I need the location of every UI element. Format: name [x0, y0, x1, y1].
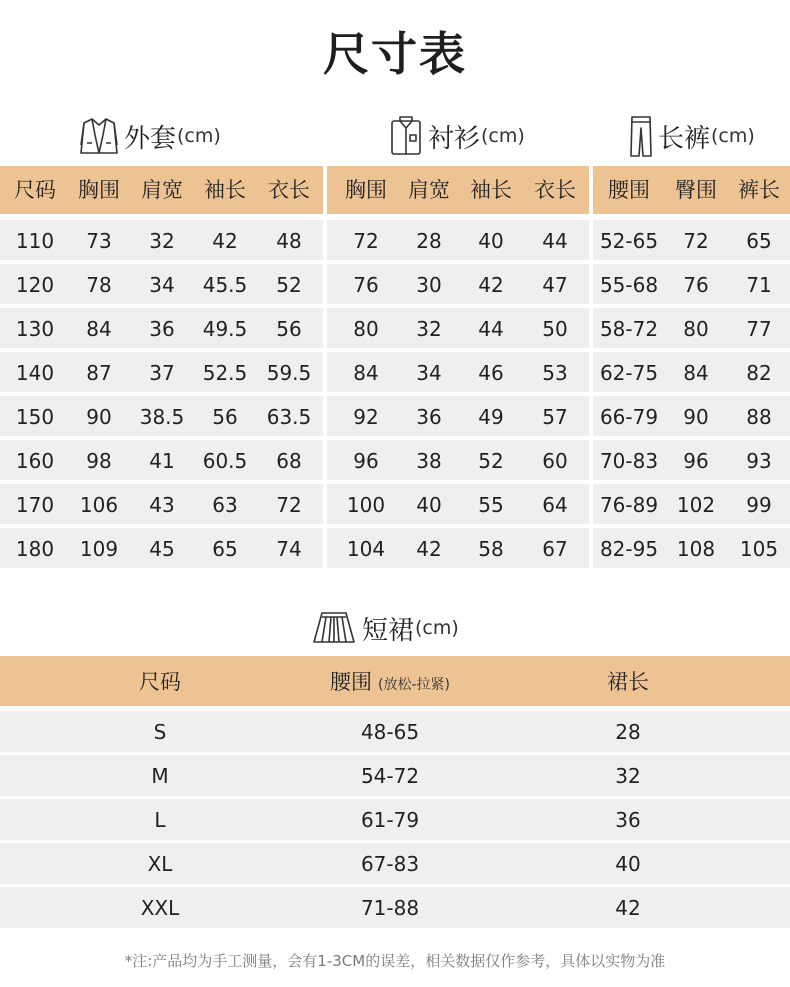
table-cell: 102	[676, 493, 716, 517]
table-cell: 72	[683, 229, 709, 253]
header-pants-length: 裤长	[738, 178, 780, 202]
section-name-shirt: 衬衫	[428, 123, 481, 154]
table-cell: 47	[542, 273, 568, 297]
table-cell: 63	[212, 493, 238, 517]
table-cell: 42	[615, 896, 641, 920]
table-cell: 77	[746, 317, 772, 341]
table-cell: 67	[542, 537, 568, 561]
table-cell: 54-72	[360, 764, 420, 788]
table-cell: XL	[147, 852, 173, 876]
table-cell: 32	[615, 764, 641, 788]
table-cell: 76-89	[599, 493, 659, 517]
table-cell: 130	[15, 317, 55, 341]
table-cell: 28	[416, 229, 442, 253]
table-cell: 99	[746, 493, 772, 517]
table-cell: 71-88	[360, 896, 420, 920]
header-shirt-shoulder: 肩宽	[408, 178, 450, 202]
table-cell: 108	[676, 537, 716, 561]
table-cell: 37	[149, 361, 175, 385]
skirt-table-header	[0, 656, 790, 706]
table-cell: 84	[683, 361, 709, 385]
table-cell: 65	[746, 229, 772, 253]
table-cell: 72	[276, 493, 302, 517]
skirt-header-length: 裙长	[607, 670, 649, 694]
table-cell: 48	[276, 229, 302, 253]
table-cell: 58-72	[599, 317, 659, 341]
table-cell: 90	[86, 405, 112, 429]
skirt-icon	[310, 608, 358, 648]
table-cell: 55-68	[599, 273, 659, 297]
table-row	[0, 799, 790, 840]
table-cell: 32	[149, 229, 175, 253]
table-cell: 41	[149, 449, 175, 473]
skirt-header-size: 尺码	[139, 670, 181, 694]
table-cell: 76	[353, 273, 379, 297]
table-cell: 43	[149, 493, 175, 517]
section-unit-skirt: (cm)	[415, 617, 459, 639]
table-cell: 110	[15, 229, 55, 253]
header-jacket-length: 衣长	[268, 178, 310, 202]
section-name-skirt: 短裙	[362, 615, 415, 646]
table-cell: 45	[149, 537, 175, 561]
measurement-note: *注:产品均为手工测量，会有1-3CM的误差，相关数据仅作参考，具体以实物为准	[124, 952, 666, 970]
table-cell: 65	[212, 537, 238, 561]
table-cell: 52	[478, 449, 504, 473]
table-cell: M	[151, 764, 169, 788]
table-cell: 49.5	[202, 317, 248, 341]
table-cell: 32	[416, 317, 442, 341]
shirt-icon	[388, 115, 424, 157]
table-row	[0, 484, 790, 524]
table-cell: 44	[542, 229, 568, 253]
table-cell: 62-75	[599, 361, 659, 385]
section-name-pants: 长裤	[658, 123, 711, 154]
header-jacket-chest: 胸围	[78, 178, 120, 202]
table-cell: 150	[15, 405, 55, 429]
table-cell: 90	[683, 405, 709, 429]
table-cell: 104	[346, 537, 386, 561]
table-cell: 36	[615, 808, 641, 832]
table-cell: 63.5	[266, 405, 312, 429]
column-divider	[589, 166, 593, 568]
table-cell: 52	[276, 273, 302, 297]
table-cell: 96	[353, 449, 379, 473]
table-cell: 42	[416, 537, 442, 561]
table-row	[0, 755, 790, 796]
table-cell: 68	[276, 449, 302, 473]
jacket-icon	[78, 115, 120, 157]
header-shirt-chest: 胸围	[345, 178, 387, 202]
table-row	[0, 352, 790, 392]
header-shirt-sleeve: 袖长	[470, 178, 512, 202]
table-cell: 30	[416, 273, 442, 297]
section-unit-jacket: (cm)	[177, 125, 221, 147]
table-cell: 38	[416, 449, 442, 473]
table-cell: 56	[212, 405, 238, 429]
table-cell: 58	[478, 537, 504, 561]
table-cell: 66-79	[599, 405, 659, 429]
table-cell: 40	[416, 493, 442, 517]
main-table-header	[0, 166, 790, 214]
table-cell: 46	[478, 361, 504, 385]
table-cell: 70-83	[599, 449, 659, 473]
table-row	[0, 711, 790, 752]
header-shirt-length: 衣长	[534, 178, 576, 202]
table-cell: 71	[746, 273, 772, 297]
table-row	[0, 843, 790, 884]
table-cell: 52.5	[202, 361, 248, 385]
table-cell: 93	[746, 449, 772, 473]
table-cell: 38.5	[139, 405, 185, 429]
table-cell: 92	[353, 405, 379, 429]
table-cell: 61-79	[360, 808, 420, 832]
table-cell: 84	[353, 361, 379, 385]
table-cell: 180	[15, 537, 55, 561]
section-name-jacket: 外套	[124, 123, 177, 154]
section-title-shirt	[388, 112, 525, 160]
section-title-skirt	[310, 604, 459, 652]
table-cell: 82	[746, 361, 772, 385]
table-cell: 140	[15, 361, 55, 385]
table-row	[0, 440, 790, 480]
table-cell: 72	[353, 229, 379, 253]
table-cell: 98	[86, 449, 112, 473]
table-cell: 40	[478, 229, 504, 253]
table-cell: 34	[149, 273, 175, 297]
table-cell: 80	[353, 317, 379, 341]
table-cell: 59.5	[266, 361, 312, 385]
table-cell: 57	[542, 405, 568, 429]
table-cell: 49	[478, 405, 504, 429]
header-pants-hip: 臀围	[675, 178, 717, 202]
table-cell: 50	[542, 317, 568, 341]
table-cell: 109	[79, 537, 119, 561]
table-cell: 42	[212, 229, 238, 253]
table-cell: 74	[276, 537, 302, 561]
table-cell: 64	[542, 493, 568, 517]
table-cell: 53	[542, 361, 568, 385]
table-cell: 52-65	[599, 229, 659, 253]
skirt-header-waist-label: 腰围	[330, 670, 372, 694]
table-cell: 34	[416, 361, 442, 385]
table-cell: 100	[346, 493, 386, 517]
table-cell: 78	[86, 273, 112, 297]
table-cell: 106	[79, 493, 119, 517]
table-cell: 87	[86, 361, 112, 385]
table-row	[0, 264, 790, 304]
table-cell: 80	[683, 317, 709, 341]
table-row	[0, 396, 790, 436]
table-cell: 160	[15, 449, 55, 473]
table-cell: 60	[542, 449, 568, 473]
header-jacket-sleeve: 袖长	[204, 178, 246, 202]
table-cell: 28	[615, 720, 641, 744]
table-cell: 56	[276, 317, 302, 341]
table-cell: L	[154, 808, 166, 832]
table-cell: 76	[683, 273, 709, 297]
table-cell: 55	[478, 493, 504, 517]
table-row	[0, 528, 790, 568]
table-row	[0, 220, 790, 260]
table-cell: XXL	[140, 896, 180, 920]
table-cell: 45.5	[202, 273, 248, 297]
skirt-header-waist-note: (放松-拉紧)	[378, 677, 450, 693]
table-cell: 105	[739, 537, 779, 561]
header-size: 尺码	[14, 178, 56, 202]
table-cell: 67-83	[360, 852, 420, 876]
table-cell: 73	[86, 229, 112, 253]
table-row	[0, 308, 790, 348]
table-cell: 42	[478, 273, 504, 297]
table-cell: 44	[478, 317, 504, 341]
column-divider	[323, 166, 327, 568]
section-title-jacket	[78, 112, 221, 160]
skirt-header-waist	[280, 656, 500, 706]
section-unit-shirt: (cm)	[481, 125, 525, 147]
pants-icon	[628, 114, 654, 158]
table-cell: 60.5	[202, 449, 248, 473]
table-cell: 36	[416, 405, 442, 429]
section-title-pants	[628, 112, 755, 160]
table-cell: S	[153, 720, 167, 744]
header-pants-waist: 腰围	[608, 178, 650, 202]
table-cell: 120	[15, 273, 55, 297]
table-cell: 170	[15, 493, 55, 517]
table-row	[0, 887, 790, 928]
page-title: 尺寸表	[323, 27, 467, 81]
table-cell: 82-95	[599, 537, 659, 561]
header-jacket-shoulder: 肩宽	[141, 178, 183, 202]
table-cell: 48-65	[360, 720, 420, 744]
table-cell: 36	[149, 317, 175, 341]
table-cell: 88	[746, 405, 772, 429]
section-unit-pants: (cm)	[711, 125, 755, 147]
table-cell: 40	[615, 852, 641, 876]
table-cell: 84	[86, 317, 112, 341]
table-cell: 96	[683, 449, 709, 473]
